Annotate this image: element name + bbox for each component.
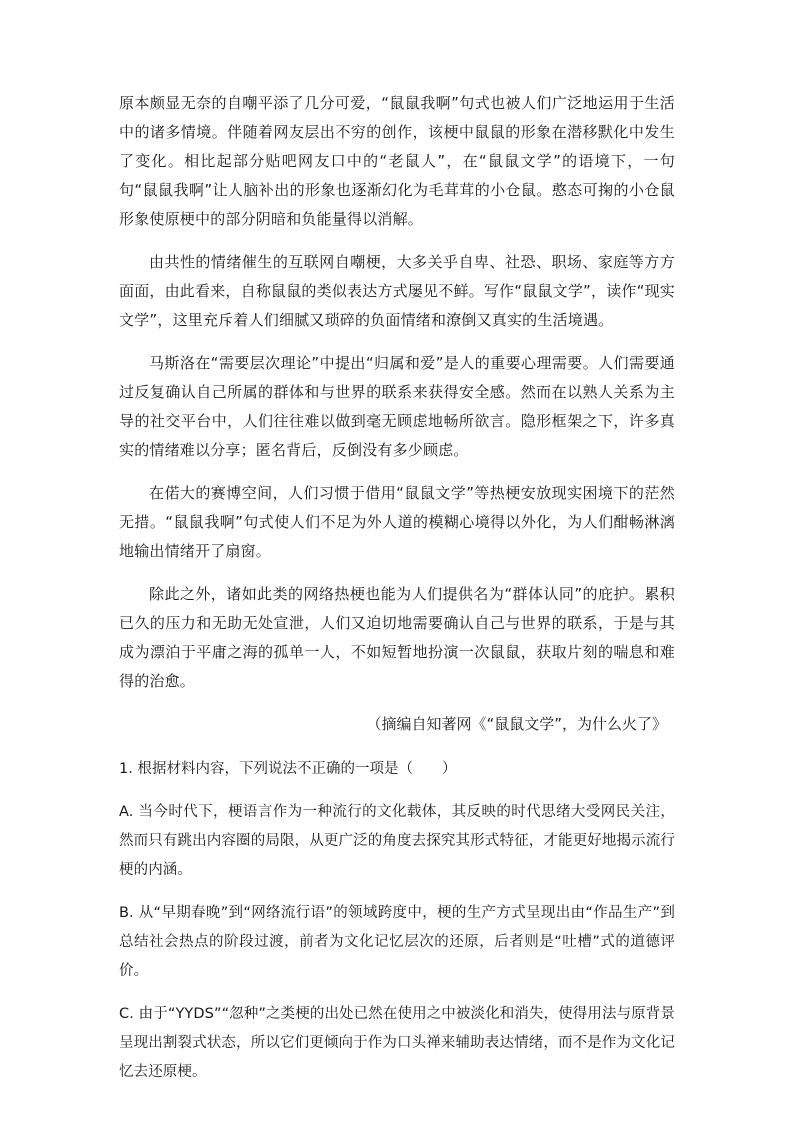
question-stem: 1. 根据材料内容，下列说法不正确的一项是（ ） [119, 761, 457, 777]
paragraph-3: 马斯洛在“需要层次理论”中提出“归属和爱”是人的重要心理需要。人们需要通过反复确认自己所属的群体和与世界的联系来获得安全感。然而在以熟人关系为主导的社交平台中，人们往往难以做到毫无顾虑地畅所欲言。隐形框架之下，许多真实的情绪难以分享；匿名背后，反倒没有多少顾虑。 [119, 354, 675, 459]
document-page [119, 89, 675, 1101]
paragraph-2: 由共性的情绪催生的互联网自嘲梗，大多关乎自卑、社恐、职场、家庭等方方面面，由此看来，自称鼠鼠的类似表达方式屡见不鲜。写作“鼠鼠文学”，读作“现实文学”，这里充斥着人们细腻又琐碎的负面情绪和潦倒又真实的生活境遇。 [119, 253, 675, 329]
option-a: A. 当今时代下，梗语言作为一种流行的文化载体，其反映的时代思绪大受网民关注，然而只有跳出内容圈的局限，从更广泛的角度去探究其形式特征，才能更好地揭示流行梗的内涵。 [119, 804, 675, 878]
paragraph-1: 原本颇显无奈的自嘲平添了几分可爱，“鼠鼠我啊”句式也被人们广泛地运用于生活中的诸多情境。伴随着网友层出不穷的创作，该梗中鼠鼠的形象在潜移默化中发生了变化。相比起部分贴吧网友口中的“老鼠人”，在“鼠鼠文学”的语境下，一句句“鼠鼠我啊”让人脑补出的形象也逐渐幻化为毛茸茸的小仓鼠。憨态可掬的小仓鼠形象使原梗中的部分阴暗和负能量得以消解。 [119, 94, 675, 228]
paragraph-5: 除此之外，诸如此类的网络热梗也能为人们提供名为“群体认同”的庇护。累积已久的压力和无助无处宣泄，人们又迫切地需要确认自己与世界的联系，于是与其成为漂泊于平庸之海的孤单一人，不如短暂地扮演一次鼠鼠，获取片刻的喘息和难得的治愈。 [119, 585, 675, 690]
source-citation: （摘编自知著网《“鼠鼠文学”，为什么火了》 [366, 715, 667, 733]
option-c: C. 由于“YYDS”“忽种”之类梗的出处已然在使用之中被淡化和消失，使得用法与原背景呈现出割裂式状态，所以它们更倾向于作为口头禅来辅助表达情绪，而不是作为文化记忆去还原梗。 [119, 1006, 675, 1080]
paragraph-4: 在偌大的赛博空间，人们习惯于借用“鼠鼠文学”等热梗安放现实困境下的茫然无措。“鼠鼠我啊”句式使人们不足为外人道的模糊心境得以外化，为人们酣畅淋漓地输出情绪开了扇窗。 [119, 484, 675, 560]
option-b: B. 从“早期春晚”到“网络流行语”的领域跨度中，梗的生产方式呈现出由“作品生产”到总结社会热点的阶段过渡，前者为文化记忆层次的还原，后者则是“吐槽”式的道德评价。 [119, 905, 675, 979]
